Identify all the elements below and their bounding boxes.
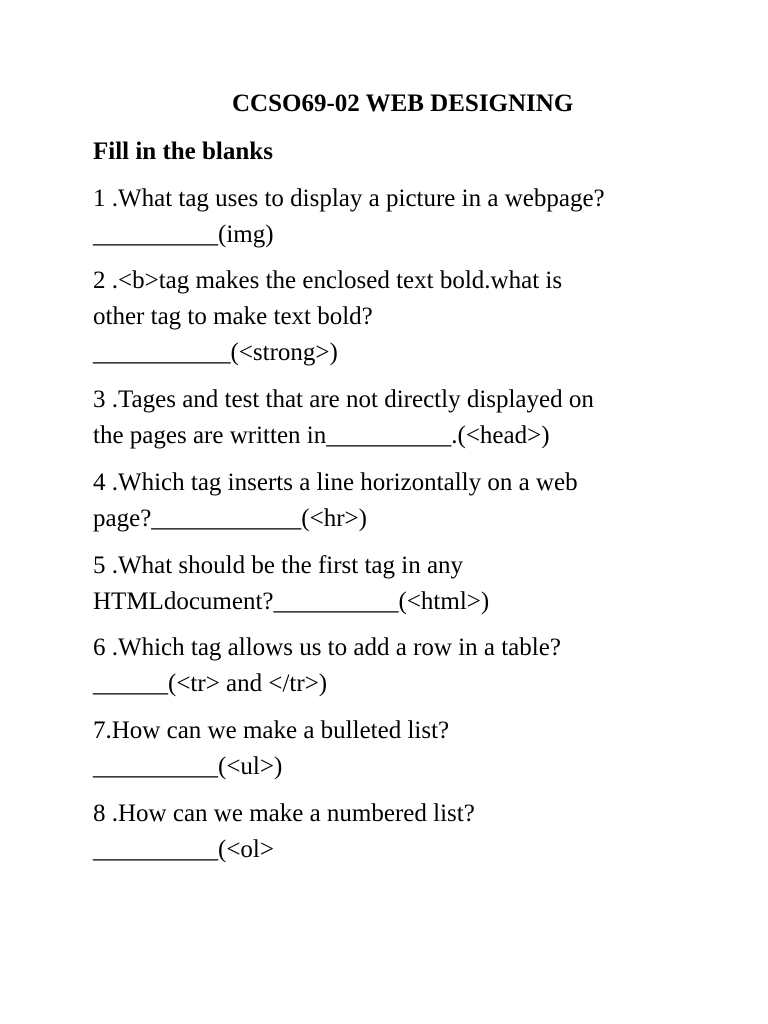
question-3: [93, 382, 723, 454]
question-7-answer: __________(<ul>): [93, 753, 283, 780]
question-2-answer: ___________(<strong>): [93, 339, 338, 366]
question-8-line-1: 8 .How can we make a numbered list?: [93, 800, 475, 827]
question-1: [93, 181, 723, 253]
question-7-line-1: 7.How can we make a bulleted list?: [93, 717, 450, 744]
question-8-answer: __________(<ol>: [93, 836, 274, 863]
question-2: [93, 263, 723, 371]
question-1-answer: __________(img): [93, 221, 274, 248]
section-heading: Fill in the blanks: [93, 138, 273, 165]
question-6-answer: ______(<tr> and </tr>): [93, 670, 328, 697]
question-5-line-1: 5 .What should be the first tag in any: [93, 552, 464, 579]
question-4-answer: page?____________(<hr>): [93, 505, 367, 532]
question-3-answer: the pages are written in__________.(<head>): [93, 422, 550, 449]
question-6-line-1: 6 .Which tag allows us to add a row in a table?: [93, 634, 561, 661]
question-4: [93, 465, 723, 537]
question-5: [93, 548, 723, 620]
question-3-line-1: 3 .Tages and test that are not directly displayed on: [93, 386, 594, 413]
document-title: CCSO69-02 WEB DESIGNING: [232, 90, 574, 117]
question-2-line-1: 2 .<b>tag makes the enclosed text bold.what is: [93, 267, 563, 294]
question-1-line-1: 1 .What tag uses to display a picture in a webpage?: [93, 185, 605, 212]
question-4-line-1: 4 .Which tag inserts a line horizontally on a web: [93, 469, 578, 496]
question-8: [93, 796, 723, 868]
question-2-line-2: other tag to make text bold?: [93, 303, 373, 330]
question-6: [93, 630, 723, 702]
question-5-answer: HTMLdocument?__________(<html>): [93, 588, 490, 615]
question-7: [93, 713, 723, 785]
